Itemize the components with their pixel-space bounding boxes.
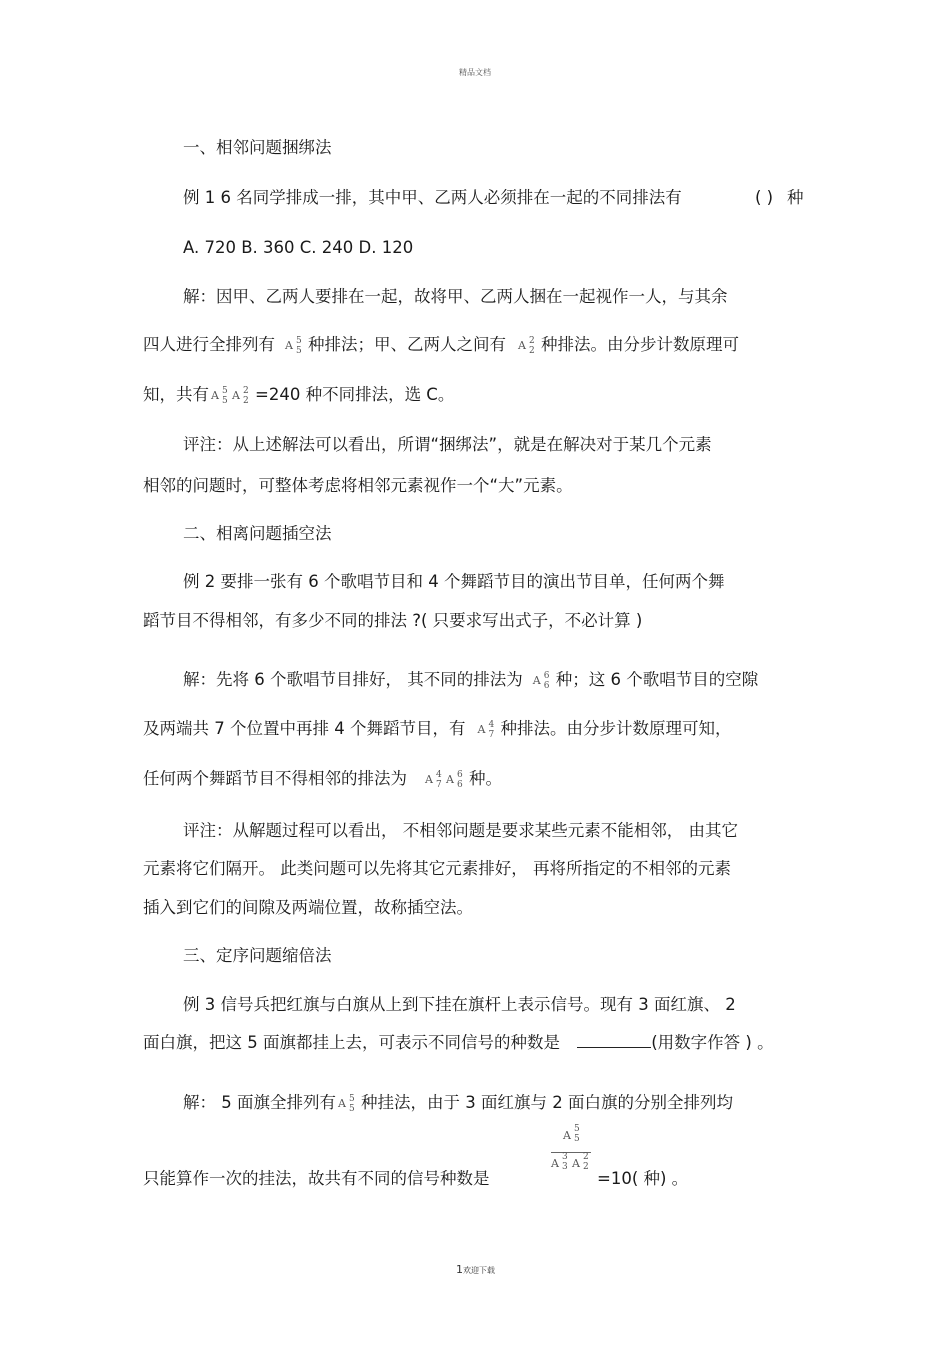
footer-text: 欢迎下载: [463, 1266, 495, 1275]
text: 种排法。由分步计数原理可知，: [500, 719, 732, 738]
permutation-a55: A 5 5: [211, 386, 228, 406]
example-2-solution-line-3: [143, 768, 502, 790]
example-1-solution-line-1: 解：因甲、乙两人要排在一起，故将甲、乙两人捆在一起视作一人，与其余: [183, 287, 728, 306]
example-3-question-line-1: 例 3 信号兵把红旗与白旗从上到下挂在旗杆上表示信号。现有 3 面红旗、 2: [183, 995, 736, 1014]
example-1-solution-line-3: [143, 384, 454, 406]
example-1-comment-line-2: 相邻的问题时，可整体考虑将相邻元素视作一个“大”元素。: [143, 476, 573, 495]
fraction-denominator: [551, 1152, 593, 1178]
example-1-options: A. 720 B. 360 C. 240 D. 120: [183, 238, 414, 257]
text: 四人进行全排列有: [143, 335, 275, 354]
example-2-question-line-2: 蹈节目不得相邻，有多少不同的排法 ?( 只要求写出式子，不必计算 ): [143, 611, 643, 630]
example-1-solution-line-2: [143, 334, 739, 356]
example-2-question-line-1: 例 2 要排一张有 6 个歌唱节目和 4 个舞蹈节目的演出节目单，任何两个舞: [183, 572, 725, 591]
permutation-a55: A 5 5: [563, 1124, 580, 1144]
permutation-a74: A 4 7: [477, 720, 495, 740]
example-3-question-line-2: [143, 1032, 774, 1054]
example-2-comment-line-2: 元素将它们隔开。 此类问题可以先将其它元素排好， 再将所指定的不相邻的元素: [143, 859, 731, 878]
example-3-solution-line-2b: =10( 种) 。: [597, 1169, 689, 1188]
page-header: 精品文档: [459, 68, 491, 77]
text: 解：先将 6 个歌唱节目排好， 其不同的排法为: [183, 670, 523, 689]
permutation-a55: A 5 5: [338, 1094, 355, 1114]
example-1-comment-line-1: 评注：从上述解法可以看出，所谓“捆绑法”，就是在解决对于某几个元素: [183, 435, 712, 454]
page-footer: [456, 1263, 495, 1276]
permutation-a22: A 2 2: [518, 336, 535, 356]
text: 及两端共 7 个位置中再排 4 个舞蹈节目，有: [143, 719, 466, 738]
example-1-paren: ( ): [755, 188, 774, 207]
section-1-title: 一、相邻问题捆绑法: [183, 138, 332, 157]
example-2-comment-line-1: 评注：从解题过程可以看出， 不相邻问题是要求某些元素不能相邻， 由其它: [183, 821, 738, 840]
text: 任何两个舞蹈节目不得相邻的排法为: [143, 769, 407, 788]
text: (用数字作答 ) 。: [651, 1033, 774, 1052]
permutation-a22: A 2 2: [572, 1152, 589, 1172]
text: 知，共有: [143, 385, 209, 404]
page-number: 1: [456, 1263, 463, 1276]
example-1-question: 例 1 6 名同学排成一排，其中甲、乙两人必须排在一起的不同排法有: [183, 188, 682, 207]
fraction: [551, 1124, 591, 1176]
text: 种排法；甲、乙两人之间有: [308, 335, 506, 354]
section-3-title: 三、定序问题缩倍法: [183, 946, 332, 965]
text: 种挂法，由于 3 面红旗与 2 面白旗的分别全排列均: [361, 1093, 733, 1112]
permutation-a22: A 2 2: [232, 386, 249, 406]
text: 种排法。由分步计数原理可: [541, 335, 739, 354]
example-3-solution-line-2a: 只能算作一次的挂法，故共有不同的信号种数是: [143, 1169, 490, 1188]
example-2-solution-line-2: [143, 718, 731, 740]
text: =240 种不同排法，选 C。: [255, 385, 455, 404]
permutation-a74: A 4 7: [425, 770, 442, 790]
permutation-a66: A 6 6: [532, 671, 550, 691]
text: 种。: [469, 769, 502, 788]
permutation-a66: A 6 6: [446, 770, 463, 790]
answer-blank: [577, 1033, 651, 1048]
example-2-comment-line-3: 插入到它们的间隙及两端位置，故称插空法。: [143, 898, 473, 917]
text: 面白旗，把这 5 面旗都挂上去，可表示不同信号的种数是: [143, 1033, 560, 1052]
text: 解： 5 面旗全排列有: [183, 1093, 336, 1112]
example-3-solution-line-1: [183, 1092, 733, 1114]
permutation-a55: A 5 5: [285, 336, 302, 356]
text: 种；这 6 个歌唱节目的空隙: [555, 670, 759, 689]
section-2-title: 二、相离问题插空法: [183, 524, 332, 543]
example-1-unit: 种: [787, 188, 804, 207]
example-2-solution-line-1: [183, 669, 758, 691]
permutation-a33: A 3 3: [551, 1152, 568, 1172]
